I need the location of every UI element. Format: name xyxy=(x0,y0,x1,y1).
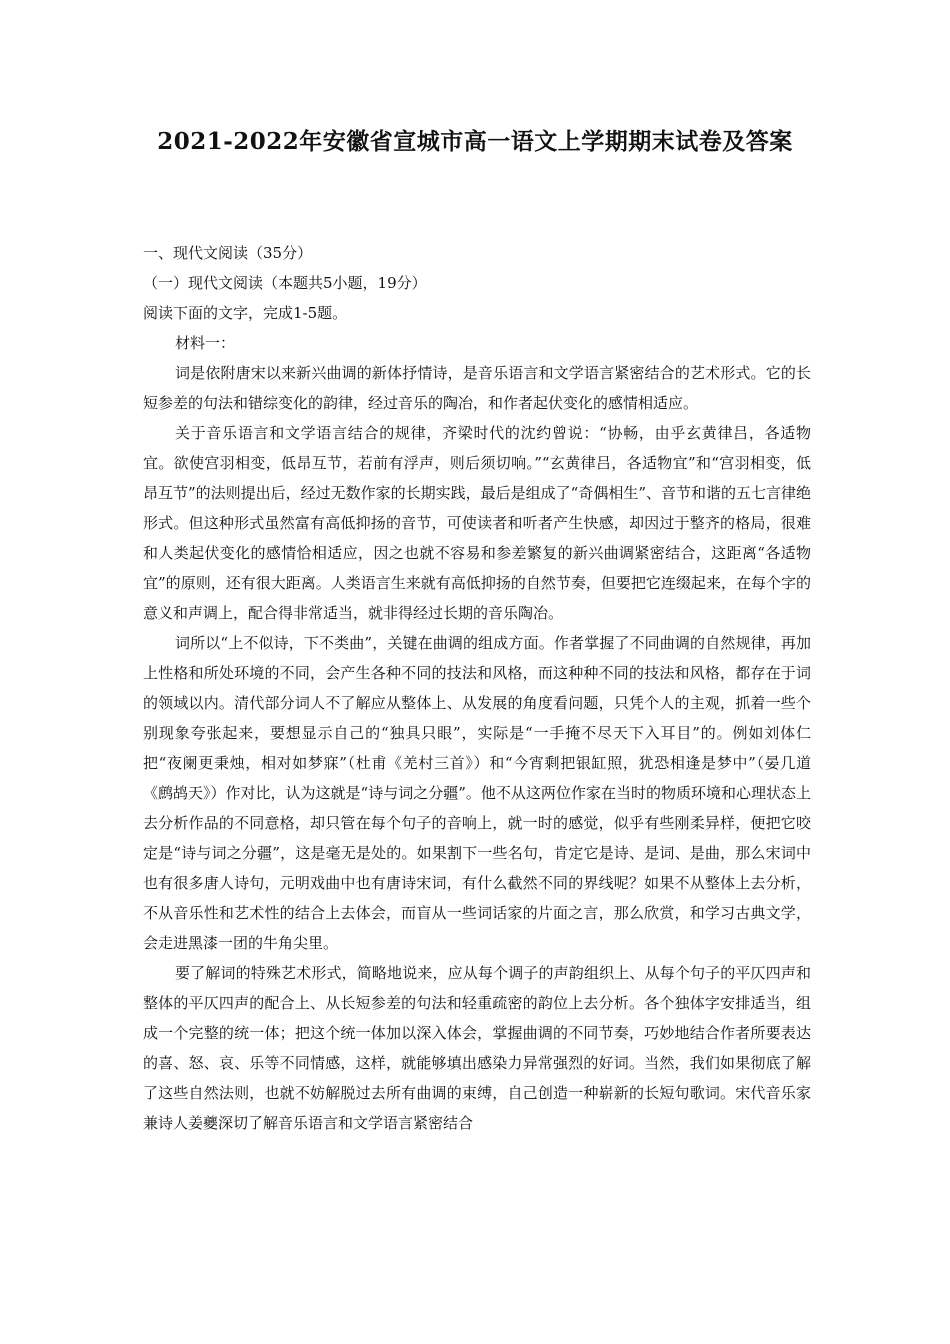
paragraph-2: 关于音乐语言和文学语言结合的规律，齐梁时代的沈约曾说：“协畅，由乎玄黄律吕，各适物宜。欲使宫羽相变，低昂互节，若前有浮声，则后须切响。”“玄黄律吕，各适物宜”和“宫羽相变，低昂互节”的法则提出后，经过无数作家的长期实践，最后是组成了“奇偶相生”、音节和谐的五七言律绝形式。但这种形式虽然富有高低抑扬的音节，可使读者和听者产生快感，却因过于整齐的格局，很难和人类起伏变化的感情恰相适应，因之也就不容易和参差繁复的新兴曲调紧密结合，这距离“各适物宜”的原则，还有很大距离。人类语言生来就有高低抑扬的自然节奏，但要把它连缀起来，在每个字的意义和声调上，配合得非常适当，就非得经过长期的音乐陶冶。 xyxy=(143,424,812,622)
paragraph-3: 词所以“上不似诗，下不类曲”，关键在曲调的组成方面。作者掌握了不同曲调的自然规律，再加上性格和所处环境的不同，会产生各种不同的技法和风格，而这种种不同的技法和风格，都存在于词的领域以内。清代部分词人不了解应从整体上、从发展的角度看问题，只凭个人的主观，抓着一些个别现象夸张起来，要想显示自己的“独具只眼”，实际是“一手掩不尽天下入耳目”的。例如刘体仁把“夜阑更秉烛，相对如梦寐”（杜甫《羌村三首》）和“今宵剩把银缸照，犹恐相逢是梦中”（晏几道《鹧鸪天》）作对比，认为这就是“诗与词之分疆”。他不从这两位作家在当时的物质环境和心理状态上去分析作品的不同意格，却只管在每个句子的音响上，就一时的感觉，似乎有些刚柔异样，便把它咬定是“诗与词之分疆”，这是毫无是处的。如果割下一些名句，肯定它是诗、是词、是曲，那么宋词中也有很多唐人诗句，元明戏曲中也有唐诗宋词，有什么截然不同的界线呢？如果不从整体上去分析，不从音乐性和艺术性的结合上去体会，而盲从一些词话家的片面之言，那么欣赏，和学习古典文学，会走进黑漆一团的牛角尖里。 xyxy=(143,634,811,952)
document-title: 2021-2022年安徽省宣城市高一语文上学期期末试卷及答案 xyxy=(157,128,793,155)
material-label: 材料一： xyxy=(175,334,236,352)
paragraph-4: 要了解词的特殊艺术形式，简略地说来，应从每个调子的声韵组织上、从每个句子的平仄四声和整体的平仄四声的配合上、从长短参差的句法和轻重疏密的韵位上去分析。各个独体字安排适当，组成一个完整的统一体；把这个统一体加以深入体会，掌握曲调的不同节奏，巧妙地结合作者所要表达的喜、怒、哀、乐等不同情感，这样，就能够填出感染力异常强烈的好词。当然，我们如果彻底了解了这些自然法则，也就不妨解脱过去所有曲调的束缚，自己创造一种崭新的长短句歌词。宋代音乐家兼诗人姜夔深切了解音乐语言和文学语言紧密结合 xyxy=(143,964,811,1132)
document-body xyxy=(143,238,811,1138)
subsection-heading: （一）现代文阅读（本题共5小题，19分） xyxy=(143,274,427,292)
section-heading: 一、现代文阅读（35分） xyxy=(143,244,313,262)
paragraph-1: 词是依附唐宋以来新兴曲调的新体抒情诗，是音乐语言和文学语言紧密结合的艺术形式。它的长短参差的句法和错综变化的韵律，经过音乐的陶冶，和作者起伏变化的感情相适应。 xyxy=(143,364,811,412)
reading-instruction: 阅读下面的文字，完成1-5题。 xyxy=(143,304,348,322)
